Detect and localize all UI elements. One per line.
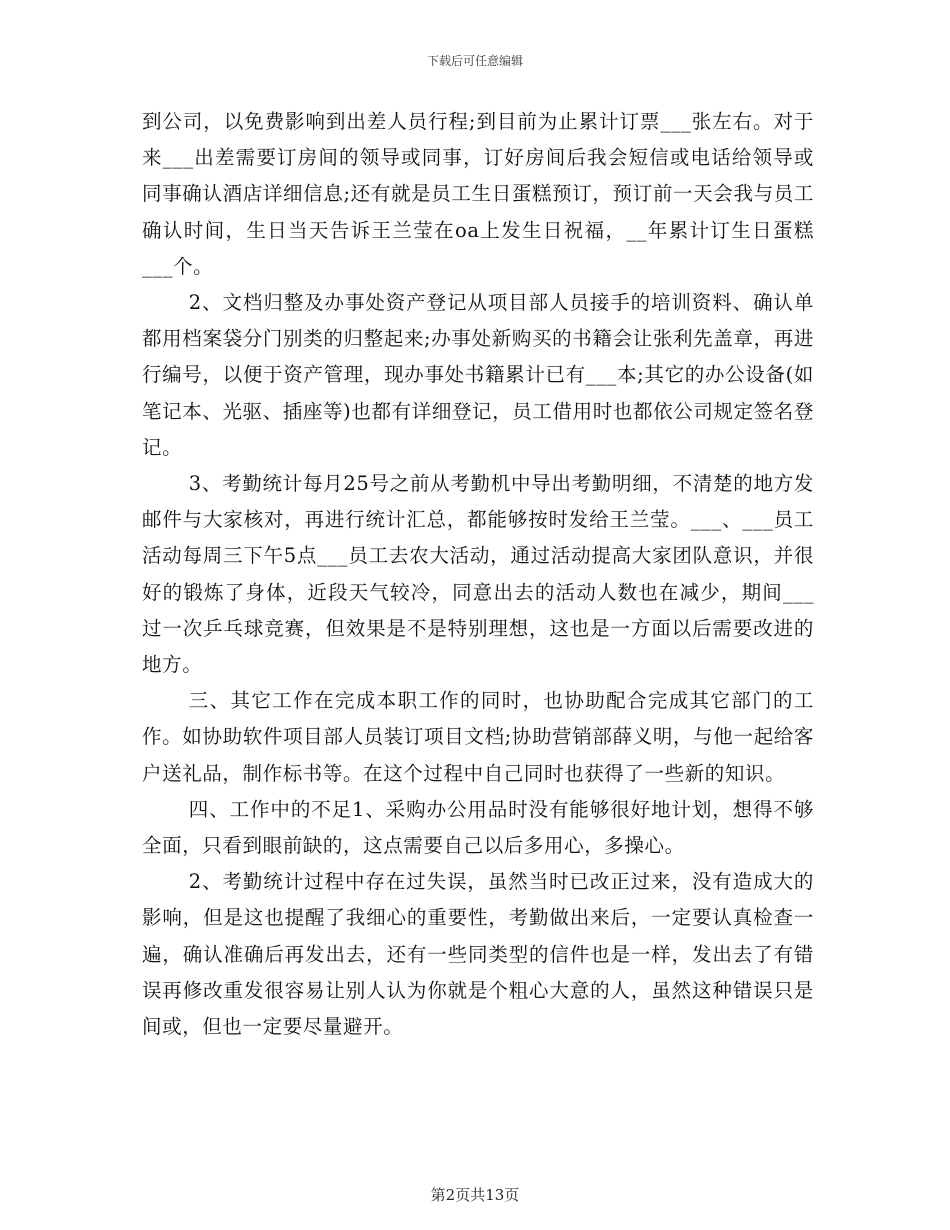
paragraph-3: 3、考勤统计每月25号之前从考勤机中导出考勤明细，不清楚的地方发邮件与大家核对，再进行统计汇总，都能够按时发给王兰莹。___、___员工活动每周三下午5点___员工去农大活动，通过活动提高大家团队意识，并很好的锻炼了身体，近段天气较冷，同意出去的活动人数也在减少，期间___过一次乒乓球竞赛，但效果是不是特别理想，这也是一方面以后需要改进的地方。 — [142, 472, 814, 677]
document-body — [142, 104, 814, 1045]
page-header: 下载后可任意编辑 — [426, 54, 523, 68]
paragraph-1: 到公司，以免费影响到出差人员行程;到目前为止累计订票___张左右。对于来___出差需要订房间的领导或同事，订好房间后我会短信或电话给领导或同事确认酒店详细信息;还有就是员工生日蛋糕预订，预订前一天会我与员工确认时间，生日当天告诉王兰莹在oa上发生日祝福，__年累计订生日蛋糕___个。 — [142, 110, 814, 278]
paragraph-5: 四、工作中的不足1、采购办公用品时没有能够很好地计划，想得不够全面，只看到眼前缺的，这点需要自己以后多用心，多操心。 — [142, 797, 814, 858]
paragraph-6: 2、考勤统计过程中存在过失误，虽然当时已改正过来，没有造成大的影响，但是这也提醒了我细心的重要性，考勤做出来后，一定要认真检查一遍，确认准确后再发出去，还有一些同类型的信件也是一样，发出去了有错误再修改重发很容易让别人认为你就是个粗心大意的人，虽然这种错误只是间或，但也一定要尽量避开。 — [142, 870, 814, 1039]
page-number: 第2页共13页 — [430, 1186, 520, 1204]
paragraph-2: 2、文档归整及办事处资产登记从项目部人员接手的培训资料、确认单都用档案袋分门别类的归整起来;办事处新购买的书籍会让张利先盖章，再进行编号，以便于资产管理，现办事处书籍累计已有___本;其它的办公设备(如笔记本、光驱、插座等)也都有详细登记，员工借用时也都依公司规定签名登记。 — [142, 291, 814, 459]
paragraph-4: 三、其它工作在完成本职工作的同时，也协助配合完成其它部门的工作。如协助软件项目部人员装订项目文档;协助营销部薛义明，与他一起给客户送礼品，制作标书等。在这个过程中自己同时也获得了一些新的知识。 — [142, 689, 814, 785]
